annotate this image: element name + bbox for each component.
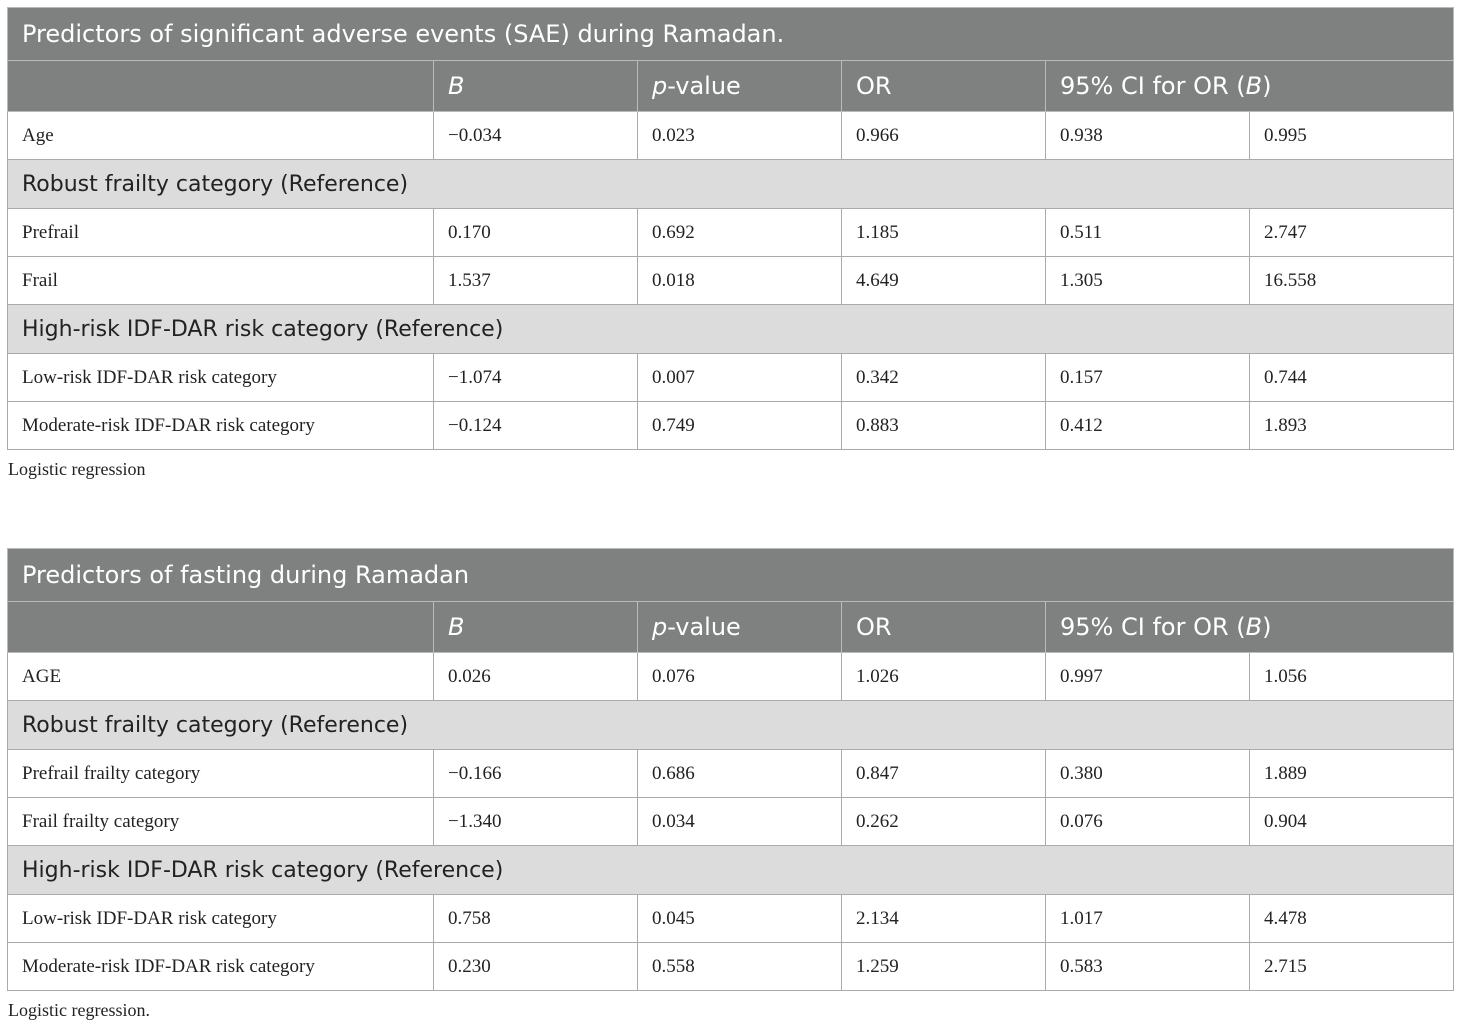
cell-b: −1.074 [434,354,638,402]
header-p-italic: p [652,72,668,100]
cell-ci-low: 0.511 [1046,209,1250,257]
cell-ci-low: 1.305 [1046,257,1250,305]
cell-b: −0.166 [434,750,638,798]
cell-p-value: 0.034 [638,798,842,846]
cell-or: 0.966 [842,112,1046,160]
cell-or: 4.649 [842,257,1046,305]
table-row [8,402,1454,450]
reference-category-row [8,305,1454,354]
header-p-value [638,602,842,653]
reference-category-label: High-risk IDF-DAR risk category (Reference) [8,305,1454,354]
cell-b: 1.537 [434,257,638,305]
header-or: OR [842,602,1046,653]
cell-ci-low: 0.938 [1046,112,1250,160]
table-row [8,653,1454,701]
header-or: OR [842,61,1046,112]
table-row [8,112,1454,160]
cell-ci-high: 0.904 [1250,798,1454,846]
cell-b: −1.340 [434,798,638,846]
cell-p-value: 0.045 [638,895,842,943]
header-b-text: B [448,613,465,641]
cell-p-value: 0.007 [638,354,842,402]
cell-or: 0.883 [842,402,1046,450]
header-ci [1046,61,1454,112]
reference-category-row [8,701,1454,750]
cell-ci-high: 2.747 [1250,209,1454,257]
cell-ci-low: 0.412 [1046,402,1250,450]
cell-ci-high: 1.056 [1250,653,1454,701]
cell-or: 0.847 [842,750,1046,798]
reference-category-row [8,846,1454,895]
reference-category-row [8,160,1454,209]
table-row [8,257,1454,305]
cell-ci-high: 4.478 [1250,895,1454,943]
cell-ci-low: 0.583 [1046,943,1250,991]
header-ci-suffix: ) [1262,613,1272,641]
cell-b: 0.026 [434,653,638,701]
header-ci-suffix: ) [1262,72,1272,100]
header-ci [1046,602,1454,653]
reference-category-label: High-risk IDF-DAR risk category (Reference) [8,846,1454,895]
table-row [8,750,1454,798]
fasting-predictors-table-block [7,548,1453,1021]
row-label: Low-risk IDF-DAR risk category [8,354,434,402]
table-row [8,354,1454,402]
header-p-rest: -value [667,613,741,641]
cell-ci-high: 2.715 [1250,943,1454,991]
header-ci-prefix: 95% CI for OR ( [1060,72,1246,100]
cell-or: 1.185 [842,209,1046,257]
cell-b: 0.230 [434,943,638,991]
header-p-rest: -value [667,72,741,100]
table-row [8,209,1454,257]
header-p-italic: p [652,613,668,641]
table-title-row [8,549,1454,602]
cell-p-value: 0.023 [638,112,842,160]
table-row [8,895,1454,943]
cell-p-value: 0.686 [638,750,842,798]
cell-p-value: 0.558 [638,943,842,991]
reference-category-label: Robust frailty category (Reference) [8,701,1454,750]
cell-or: 0.262 [842,798,1046,846]
table-row [8,798,1454,846]
reference-category-label: Robust frailty category (Reference) [8,160,1454,209]
cell-ci-low: 1.017 [1046,895,1250,943]
cell-ci-high: 1.889 [1250,750,1454,798]
table-footnote: Logistic regression [8,459,146,479]
cell-ci-high: 0.744 [1250,354,1454,402]
cell-p-value: 0.018 [638,257,842,305]
header-ci-italic: B [1245,72,1263,100]
cell-or: 1.026 [842,653,1046,701]
row-label: AGE [8,653,434,701]
cell-ci-high: 16.558 [1250,257,1454,305]
header-ci-prefix: 95% CI for OR ( [1060,613,1246,641]
cell-p-value: 0.749 [638,402,842,450]
table-row [8,943,1454,991]
row-label: Low-risk IDF-DAR risk category [8,895,434,943]
row-label: Age [8,112,434,160]
row-label: Moderate-risk IDF-DAR risk category [8,402,434,450]
row-label: Prefrail [8,209,434,257]
cell-b: 0.170 [434,209,638,257]
cell-ci-low: 0.997 [1046,653,1250,701]
cell-or: 0.342 [842,354,1046,402]
cell-ci-low: 0.076 [1046,798,1250,846]
cell-ci-high: 0.995 [1250,112,1454,160]
cell-p-value: 0.692 [638,209,842,257]
table-title: Predictors of fasting during Ramadan [8,549,1454,602]
header-empty-cell [8,61,434,112]
row-label: Prefrail frailty category [8,750,434,798]
cell-b: 0.758 [434,895,638,943]
table-title: Predictors of significant adverse events (SAE) during Ramadan. [8,8,1454,61]
row-label: Frail frailty category [8,798,434,846]
results-table [7,7,1454,450]
cell-or: 1.259 [842,943,1046,991]
header-b [434,602,638,653]
cell-b: −0.034 [434,112,638,160]
cell-ci-low: 0.380 [1046,750,1250,798]
header-b-text: B [448,72,465,100]
column-header-row [8,61,1454,112]
header-b [434,61,638,112]
sae-predictors-table-block [7,7,1453,480]
results-table [7,548,1454,991]
header-p-value [638,61,842,112]
row-label: Frail [8,257,434,305]
cell-ci-low: 0.157 [1046,354,1250,402]
table-title-row [8,8,1454,61]
row-label: Moderate-risk IDF-DAR risk category [8,943,434,991]
cell-b: −0.124 [434,402,638,450]
header-ci-italic: B [1245,613,1263,641]
column-header-row [8,602,1454,653]
table-footnote: Logistic regression. [8,1000,150,1020]
cell-or: 2.134 [842,895,1046,943]
cell-ci-high: 1.893 [1250,402,1454,450]
cell-p-value: 0.076 [638,653,842,701]
header-empty-cell [8,602,434,653]
